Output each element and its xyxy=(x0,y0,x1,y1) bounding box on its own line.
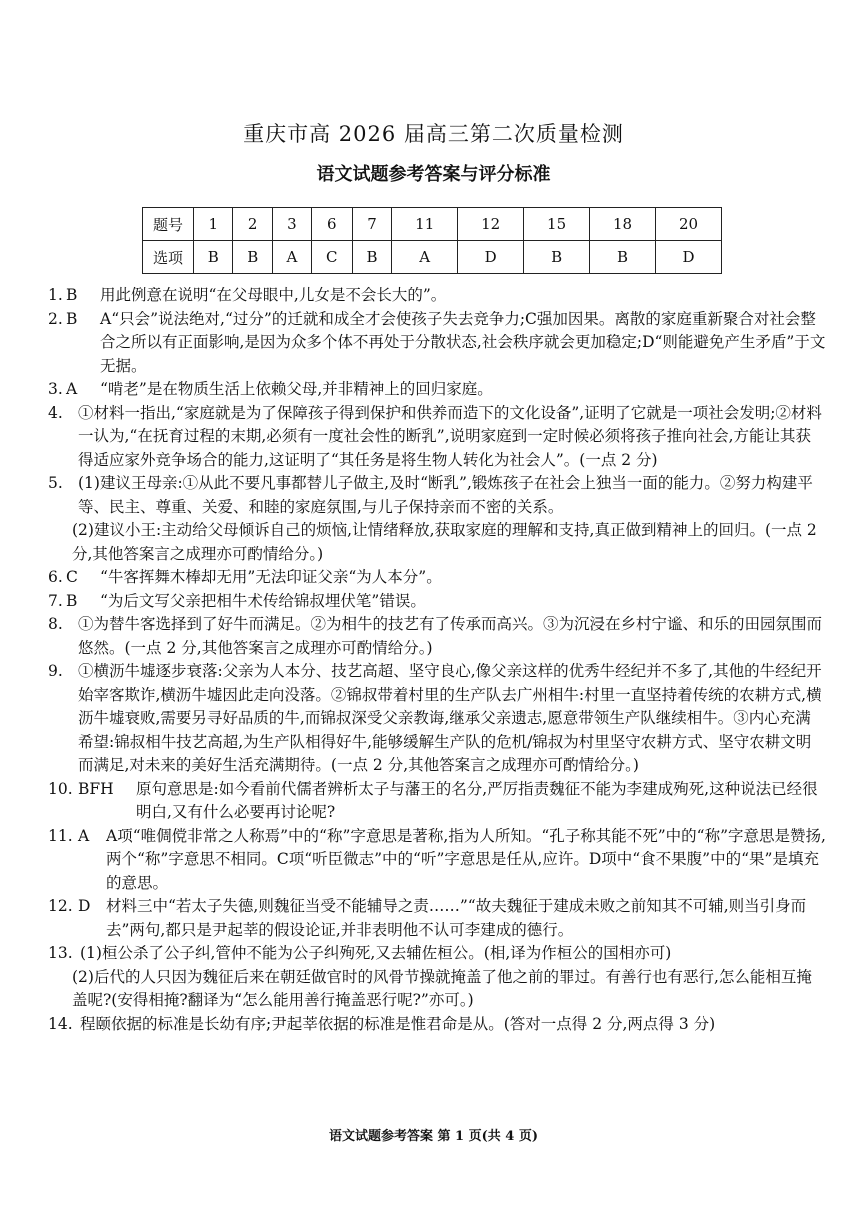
answer-item xyxy=(48,895,826,942)
item-text: 原句意思是:如今看前代儒者辨析太子与藩王的名分,严厉指责魏征不能为李建成殉死,这种说法已经很明白,又有什么必要再讨论呢? xyxy=(136,779,818,821)
item-number: 3. xyxy=(48,380,63,398)
choice-cell: B xyxy=(233,241,272,274)
choice-cell: D xyxy=(458,241,524,274)
question-number-row xyxy=(143,208,722,241)
answer-item xyxy=(48,825,826,896)
item-text: ①横沥牛墟逐步衰落:父亲为人本分、技艺高超、坚守良心,像父亲这样的优秀牛经纪并不多了,其他的牛经纪开始宰客欺诈,横沥牛墟因此走向没落。②锦叔带着村里的生产队去广州相牛:村里一直坚持着传统的农耕方式,横沥牛墟衰败,需要另寻好品质的牛,而锦叔深受父亲教诲,继承父亲遗志,愿意带领生产队继续相牛。③内心充满希望:锦叔相牛技艺高超,为生产队相得好牛,能够缓解生产队的危机/锦叔为村里坚守农耕方式、坚守农耕文明而满足,对未来的美好生活充满期待。(一点 2 分,其他答案言之成理亦可酌情给分。) xyxy=(78,662,822,774)
choice-cell: B xyxy=(590,241,656,274)
answer-item xyxy=(48,566,826,590)
answer-item xyxy=(48,613,826,660)
item-answer-letter: A xyxy=(66,380,78,398)
item-text: 用此例意在说明“在父母眼中,儿女是不会长大的”。 xyxy=(100,286,447,304)
question-number-cell: 18 xyxy=(590,208,656,241)
item-number: 9. xyxy=(48,662,63,680)
choice-cell: D xyxy=(655,241,721,274)
page-title: 重庆市高 2026 届高三第二次质量检测 xyxy=(243,122,624,146)
item-text: “为后文写父亲把相牛术传给锦叔埋伏笔”错误。 xyxy=(100,591,426,610)
question-number-cell: 2 xyxy=(233,208,272,241)
item-text: “牛客挥舞木棒却无用”无法印证父亲“为人本分”。 xyxy=(100,568,442,586)
item-text: (1)桓公杀了公子纠,管仲不能为公子纠殉死,又去辅佐桓公。(相,译为作桓公的国相亦可) xyxy=(80,944,672,962)
question-number-cell: 11 xyxy=(392,208,458,241)
question-number-cell: 6 xyxy=(311,208,352,241)
item-number: 5. xyxy=(48,474,63,492)
item-number: 14. xyxy=(48,1014,73,1033)
item-number: 6. xyxy=(48,568,63,586)
answer-table xyxy=(142,207,722,274)
question-number-cell: 7 xyxy=(352,208,391,241)
item-number: 7. xyxy=(48,591,63,610)
item-text: “啃老”是在物质生活上依赖父母,并非精神上的回归家庭。 xyxy=(100,380,493,398)
item-answer-letter: D xyxy=(78,897,91,915)
answer-body xyxy=(48,284,826,1036)
item-number: 2. xyxy=(48,309,63,328)
answer-item xyxy=(48,519,826,566)
question-number-cell: 12 xyxy=(458,208,524,241)
item-number: 12. xyxy=(48,897,73,915)
item-text: (2)建议小王:主动给父母倾诉自己的烦恼,让情绪释放,获取家庭的理解和支持,真正做到精神上的回归。(一点 2 分,其他答案言之成理亦可酌情给分。) xyxy=(72,521,817,563)
item-number: 13. xyxy=(48,944,73,962)
item-number: 1. xyxy=(48,286,63,304)
page-subtitle: 语文试题参考答案与评分标准 xyxy=(316,164,551,185)
choice-cell: C xyxy=(311,241,352,274)
item-number: 11. xyxy=(48,826,73,845)
choice-cell: B xyxy=(352,241,391,274)
choice-cell: A xyxy=(392,241,458,274)
answer-item xyxy=(48,590,826,614)
answer-item xyxy=(48,966,826,1013)
page-footer: 语文试题参考答案 第 1 页(共 4 页) xyxy=(328,1129,539,1144)
choice-cell: A xyxy=(272,241,311,274)
item-number: 4. xyxy=(48,403,63,422)
item-answer-letter: A xyxy=(78,826,90,845)
choice-cell: B xyxy=(524,241,590,274)
item-text: A项“唯倜傥非常之人称焉”中的“称”字意思是著称,指为人所知。“孔子称其能不死”中的“称”字意思是赞扬,两个“称”字意思不相同。C项“听臣微志”中的“听”字意思是任从,应许。D项中“食不果腹”中的“果”是填充的意思。 xyxy=(106,826,826,892)
choice-cell: B xyxy=(194,241,233,274)
item-text: (1)建议王母亲:①从此不要凡事都替儿子做主,及时“断乳”,锻炼孩子在社会上独当一面的能力。②努力构建平等、民主、尊重、关爱、和睦的家庭氛围,与儿子保持亲而不密的关系。 xyxy=(78,474,813,516)
answer-item xyxy=(48,308,826,379)
item-text: 程颐依据的标准是长幼有序;尹起莘依据的标准是惟君命是从。(答对一点得 2 分,两点得 3 分) xyxy=(80,1014,716,1033)
question-number-cell: 15 xyxy=(524,208,590,241)
item-text: (2)后代的人只因为魏征后来在朝廷做官时的风骨节操就掩盖了他之前的罪过。有善行也有恶行,怎么能相互掩盖呢?(安得相掩?翻译为“怎么能用善行掩盖恶行呢?”亦可。) xyxy=(72,967,812,1009)
choice-row xyxy=(143,241,722,274)
answer-item xyxy=(48,660,826,778)
answer-item xyxy=(48,778,826,825)
answer-item xyxy=(48,402,826,473)
item-answer-letter: B xyxy=(66,309,78,328)
item-text: 材料三中“若太子失德,则魏征当受不能辅导之责……”“故夫魏征于建成未败之前知其不可辅,则当引身而去”两句,都只是尹起莘的假设论证,并非表明他不认可李建成的德行。 xyxy=(106,897,807,939)
question-number-cell: 20 xyxy=(655,208,721,241)
answer-item xyxy=(48,378,826,402)
item-answer-letter: B xyxy=(66,286,78,304)
item-answer-letter: B xyxy=(66,591,78,610)
item-number: 10. xyxy=(48,779,73,798)
answer-item xyxy=(48,1013,826,1037)
answer-item xyxy=(48,472,826,519)
item-number: 8. xyxy=(48,615,63,633)
item-answer-letter: BFH xyxy=(78,779,114,798)
item-answer-letter: C xyxy=(66,568,78,586)
item-text: ①材料一指出,“家庭就是为了保障孩子得到保护和供养而造下的文化设备”,证明了它就是一项社会发明;②材料一认为,“在抚育过程的末期,必须有一度社会性的断乳”,说明家庭到一定时候必须将孩子推向社会,方能让其获得适应家外竞争场合的能力,这证明了“其任务是将生物人转化为社会人”。(一点 2 分) xyxy=(78,403,822,469)
row-label-question-number: 题号 xyxy=(143,208,194,241)
question-number-cell: 1 xyxy=(194,208,233,241)
answer-item xyxy=(48,942,826,966)
item-text: A“只会”说法绝对,“过分”的迁就和成全才会使孩子失去竞争力;C强加因果。离散的家庭重新聚合对社会整合之所以有正面影响,是因为众多个体不再处于分散状态,社会秩序就会更加稳定;D“则能避免产生矛盾”于文无据。 xyxy=(100,309,826,375)
row-label-choice: 选项 xyxy=(143,241,194,274)
item-text: ①为替牛客选择到了好牛而满足。②为相牛的技艺有了传承而高兴。③为沉浸在乡村宁谧、和乐的田园氛围而悠然。(一点 2 分,其他答案言之成理亦可酌情给分。) xyxy=(78,615,823,657)
question-number-cell: 3 xyxy=(272,208,311,241)
answer-item xyxy=(48,284,826,308)
